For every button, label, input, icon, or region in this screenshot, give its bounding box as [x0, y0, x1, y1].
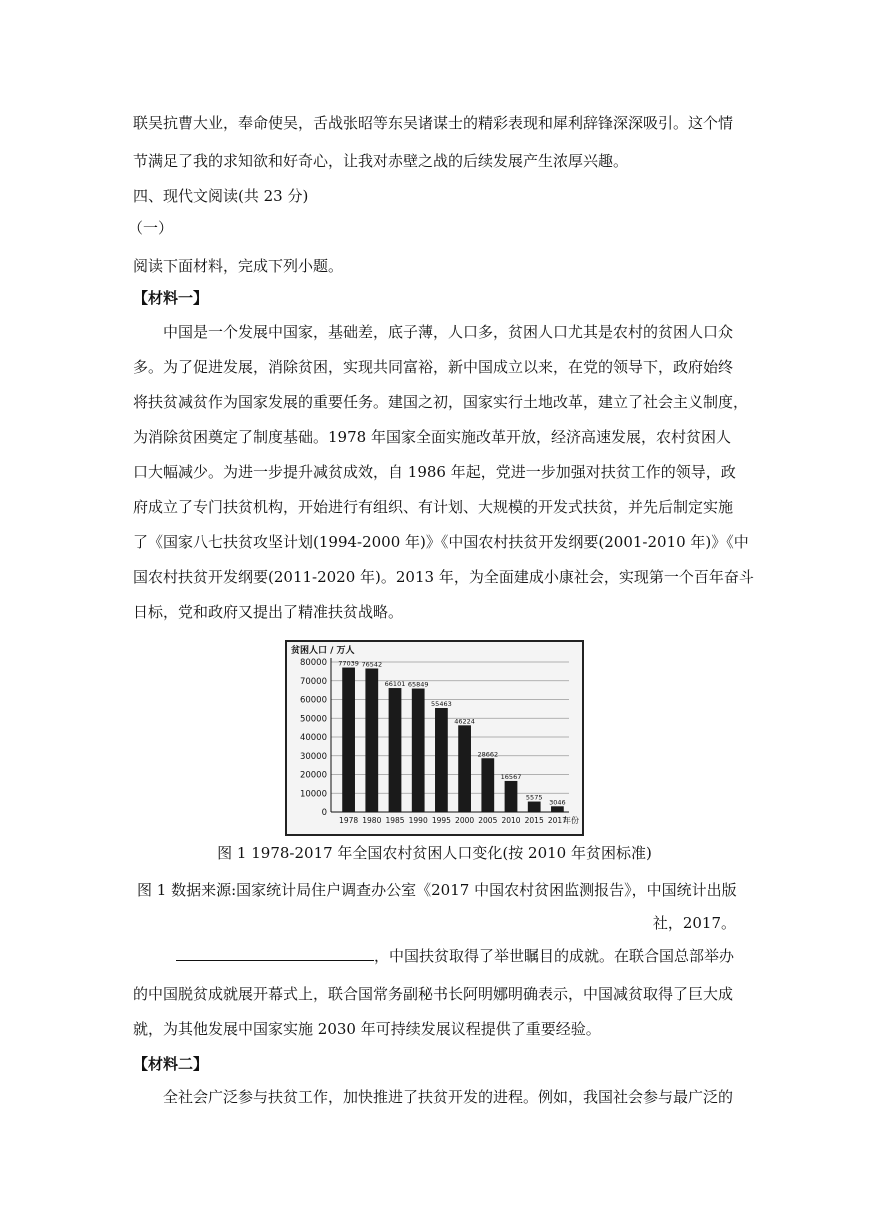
y-axis-title: 贫困人口 / 万人	[291, 646, 355, 656]
y-tick-label: 20000	[299, 770, 327, 781]
bar-2000	[458, 725, 471, 812]
y-tick-label: 10000	[299, 789, 327, 800]
x-axis-title: 年份	[563, 816, 579, 825]
bar-1985	[389, 688, 402, 812]
bar-2005	[481, 758, 494, 812]
y-tick-label: 0	[321, 808, 327, 818]
data-label: 3046	[549, 798, 566, 807]
bar-1990	[412, 689, 425, 812]
data-label: 16567	[500, 772, 522, 781]
bar-2017	[551, 806, 564, 812]
bar-1995	[435, 708, 448, 812]
x-tick-label: 1980	[362, 816, 382, 825]
data-label: 66101	[384, 680, 406, 689]
bar-2010	[505, 781, 518, 812]
bar-1980	[365, 668, 378, 812]
data-label: 28662	[477, 750, 499, 759]
paragraph-line: 口大幅减少。为进一步提升减贫成效，自 1986 年起，党进一步加强对扶贫工作的领导，政	[133, 463, 736, 481]
text-line: 节满足了我的求知欲和好奇心，让我对赤壁之战的后续发展产生浓厚兴趣。	[133, 152, 629, 170]
fill-in-tail-text: ，中国扶贫取得了举世瞩目的成就。在联合国总部举办	[374, 947, 735, 965]
paragraph-line: 日标，党和政府又提出了精准扶贫战略。	[133, 603, 404, 621]
x-tick-label: 2017	[547, 816, 567, 825]
y-tick-label: 60000	[299, 695, 327, 706]
x-tick-label: 2010	[501, 816, 521, 825]
material-one-title: 【材料一】	[133, 289, 209, 307]
x-tick-label: 1990	[408, 816, 428, 825]
y-tick-label: 50000	[299, 714, 327, 725]
poverty-population-chart	[285, 640, 584, 836]
y-tick-label: 70000	[299, 676, 327, 687]
instruction-text: 阅读下面材料，完成下列小题。	[133, 257, 344, 275]
bar-1978	[342, 668, 355, 812]
paragraph-line: 了《国家八七扶贫攻坚计划(1994-2000 年)》《中国农村扶贫开发纲要(2001-2010 年)》《中	[133, 533, 749, 551]
x-tick-label: 1985	[385, 816, 405, 825]
material-two-title: 【材料二】	[133, 1055, 209, 1073]
paragraph-line: 多。为了促进发展，消除贫困，实现共同富裕，新中国成立以来，在党的领导下，政府始终	[133, 358, 734, 376]
x-tick-label: 1995	[431, 816, 451, 825]
paragraph-line: 府成立了专门扶贫机构，开始进行有组织、有计划、大规模的开发式扶贫，并先后制定实施	[133, 498, 734, 516]
figure-caption: 图 1 1978-2017 年全国农村贫困人口变化(按 2010 年贫困标准)	[217, 844, 652, 862]
y-tick-label: 30000	[299, 751, 327, 762]
data-label: 77039	[338, 659, 359, 668]
section-heading: 四、现代文阅读(共 23 分)	[133, 187, 309, 205]
fill-in-line	[176, 946, 734, 966]
x-tick-label: 2005	[478, 816, 498, 825]
figure-source: 图 1 数据来源:国家统计局住户调查办公室《2017 中国农村贫困监测报告》，中国统计出版	[137, 881, 737, 899]
figure-source-continued: 社，2017。	[652, 914, 736, 932]
paragraph-line: 中国是一个发展中国家，基础差，底子薄，人口多，贫困人口尤其是农村的贫困人口众	[163, 323, 734, 341]
paragraph-line: 为消除贫困奠定了制度基础。1978 年国家全面实施改革开放，经济高速发展，农村贫困人	[133, 428, 731, 446]
data-label: 5575	[525, 793, 543, 802]
sub-heading: （一）	[128, 219, 174, 237]
text-line: 联吴抗曹大业，奉命使吴，舌战张昭等东吴诸谋士的精彩表现和犀利辞锋深深吸引。这个情	[133, 114, 734, 132]
paragraph-line: 将扶贫减贫作为国家发展的重要任务。建国之初，国家实行土地改革，建立了社会主义制度，	[133, 393, 749, 411]
bar-2015	[528, 802, 541, 812]
fill-in-blank[interactable]	[176, 946, 374, 961]
bar-chart-svg	[287, 642, 582, 834]
paragraph-line: 的中国脱贫成就展开幕式上，联合国常务副秘书长阿明娜明确表示，中国减贫取得了巨大成	[133, 985, 734, 1003]
x-tick-label: 2015	[524, 816, 544, 825]
y-tick-label: 80000	[299, 658, 327, 668]
paragraph-line: 全社会广泛参与扶贫工作，加快推进了扶贫开发的进程。例如，我国社会参与最广泛的	[163, 1088, 734, 1106]
paragraph-line: 就，为其他发展中国家实施 2030 年可持续发展议程提供了重要经验。	[133, 1020, 601, 1038]
x-tick-label: 1978	[339, 816, 359, 825]
data-label: 46224	[454, 717, 475, 726]
y-tick-label: 40000	[299, 733, 327, 743]
x-tick-label: 2000	[455, 816, 475, 825]
data-label: 65849	[407, 680, 429, 689]
paragraph-line: 国农村扶贫开发纲要(2011-2020 年)。2013 年，为全面建成小康社会，实现第一个百年奋斗	[133, 568, 754, 586]
data-label: 55463	[431, 700, 452, 709]
data-label: 76542	[361, 660, 383, 669]
